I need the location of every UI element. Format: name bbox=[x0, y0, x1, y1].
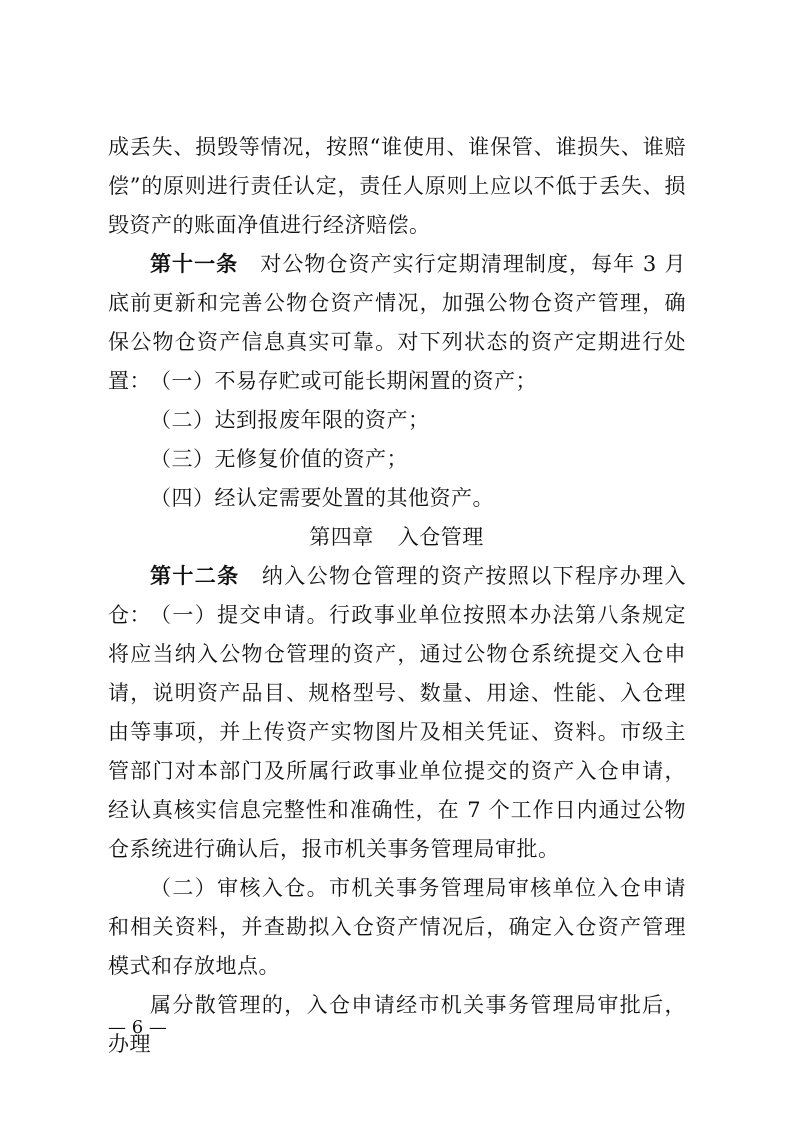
article-12-text: 纳入公物仓管理的资产按照以下程序办理入仓： bbox=[108, 564, 687, 627]
chapter-heading bbox=[0, 518, 793, 557]
paragraph-submit-application: （一）提交申请。行政事业单位按照本办法第八条规定将应当纳入公物仓管理的资产，通过公物仓系统提交入仓申请，说明资产品目、规格型号、数量、用途、性能、入仓理由等事项，并上传资产实物图片及相关凭证、资料。市级主管部门对本部门及所属行政事业单位提交的资产入仓申请，经认真核实信息完整性和准确性，在 7 个工作日内通过公物仓系统进行确认后，报市机关事务管理局审批。 bbox=[108, 603, 686, 861]
list-item-2: （二）达到报废年限的资产； bbox=[150, 408, 430, 432]
chapter-number: 第四章 bbox=[309, 525, 374, 549]
paragraph-review-storage: （二）审核入仓。市机关事务管理局审核单位入仓申请和相关资料，并查勘拟入仓资产情况后，确定入仓资产管理模式和存放地点。 bbox=[108, 876, 686, 978]
page-number: — 6 — bbox=[108, 1017, 167, 1038]
list-item-1: （一）不易存贮或可能长期闲置的资产； bbox=[150, 369, 537, 393]
paragraph-responsibility: 成丢失、损毁等情况，按照“谁使用、谁保管、谁损失、谁赔偿”的原则进行责任认定，责任人原则上应以不低于丢失、损毁资产的账面净值进行经济赔偿。 bbox=[108, 135, 686, 237]
article-11-label: 第十一条 bbox=[150, 252, 239, 276]
chapter-title: 入仓管理 bbox=[397, 525, 484, 549]
paragraph-distributed-management: 属分散管理的，入仓申请经市机关事务管理局审批后，办理 bbox=[108, 993, 686, 1056]
list-item-3: （三）无修复价值的资产； bbox=[150, 447, 408, 471]
article-11-text: 对公物仓资产实行定期清理制度，每年 3 月底前更新和完善公物仓资产情况，加强公物仓资产管理，确保公物仓资产信息真实可靠。对下列状态的资产定期进行处置： bbox=[108, 252, 687, 393]
list-item-4: （四）经认定需要处置的其他资产。 bbox=[150, 486, 494, 510]
article-12-label: 第十二条 bbox=[150, 564, 240, 588]
